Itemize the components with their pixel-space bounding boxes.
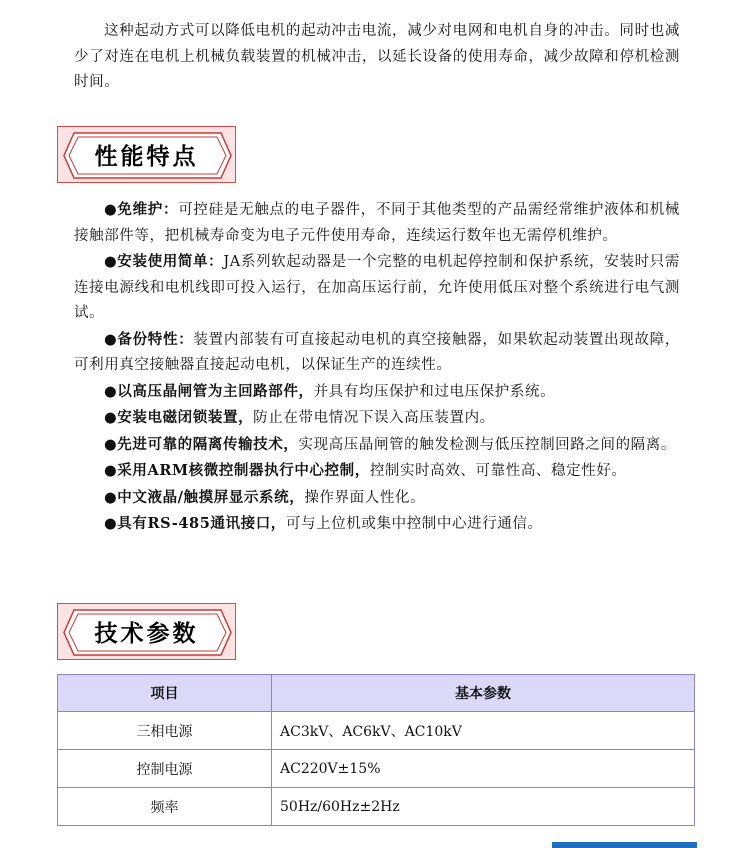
table-row [58, 750, 695, 788]
feature-item: ●采用ARM核微控制器执行中心控制，控制实时高效、可靠性高、稳定性好。 [104, 462, 627, 479]
footer-accent-bar [552, 842, 697, 848]
feature-item: ●备份特性：装置内部装有可直接起动电机的真空接触器，如果软起动装置出现故障，可利用真空接触器直接起动电机，以保证生产的连续性。 [74, 330, 680, 373]
feature-item: ●中文液晶/触摸屏显示系统，操作界面人性化。 [104, 488, 426, 506]
feature-item: ●安装电磁闭锁装置，防止在带电情况下误入高压装置内。 [104, 409, 495, 426]
feature-item: ●免维护：可控硅是无触点的电子器件，不同于其他类型的产品需经常维护液体和机械接触部件等，把机械寿命变为电子元件使用寿命，连续运行数年也无需停机维护。 [74, 201, 681, 244]
intro-paragraph: 这种起动方式可以降低电机的起动冲击电流，减少对电网和电机自身的冲击。同时也减少了对连在电机上机械负载装置的机械冲击，以延长设备的使用寿命，减少故障和停机检测时间。 [74, 23, 680, 90]
feature-item: ●具有RS-485通讯接口，可与上位机或集中控制中心进行通信。 [104, 515, 543, 532]
params-table [57, 674, 695, 826]
column-header-basic-params: 基本参数 [272, 675, 695, 712]
table-row [58, 788, 695, 826]
table-row [58, 712, 695, 750]
table-cell-item: 频率 [58, 788, 272, 826]
table-cell-value: AC220V±15% [272, 750, 695, 788]
feature-item: ●安装使用简单：JA系列软起动器是一个完整的电机起停控制和保护系统，安装时只需连接电源线和电机线即可投入运行，在加高压运行前，允许使用低压对整个系统进行电气测试。 [74, 253, 680, 321]
section-title-params: 技术参数 [94, 621, 199, 647]
section-title-features: 性能特点 [94, 144, 199, 170]
section-heading-features [57, 126, 236, 183]
features-list [74, 197, 680, 538]
table-cell-item: 控制电源 [58, 750, 272, 788]
feature-item: ●先进可靠的隔离传输技术，实现高压晶闸管的触发检测与低压控制回路之间的隔离。 [104, 435, 676, 453]
table-cell-value: AC3kV、AC6kV、AC10kV [272, 712, 695, 750]
table-header-row [58, 675, 695, 712]
table-cell-item: 三相电源 [58, 712, 272, 750]
section-heading-params [57, 603, 236, 660]
feature-item: ●以高压晶闸管为主回路部件，并具有均压保护和过电压保护系统。 [104, 382, 556, 400]
column-header-item: 项目 [58, 675, 272, 712]
table-cell-value: 50Hz/60Hz±2Hz [272, 788, 695, 826]
